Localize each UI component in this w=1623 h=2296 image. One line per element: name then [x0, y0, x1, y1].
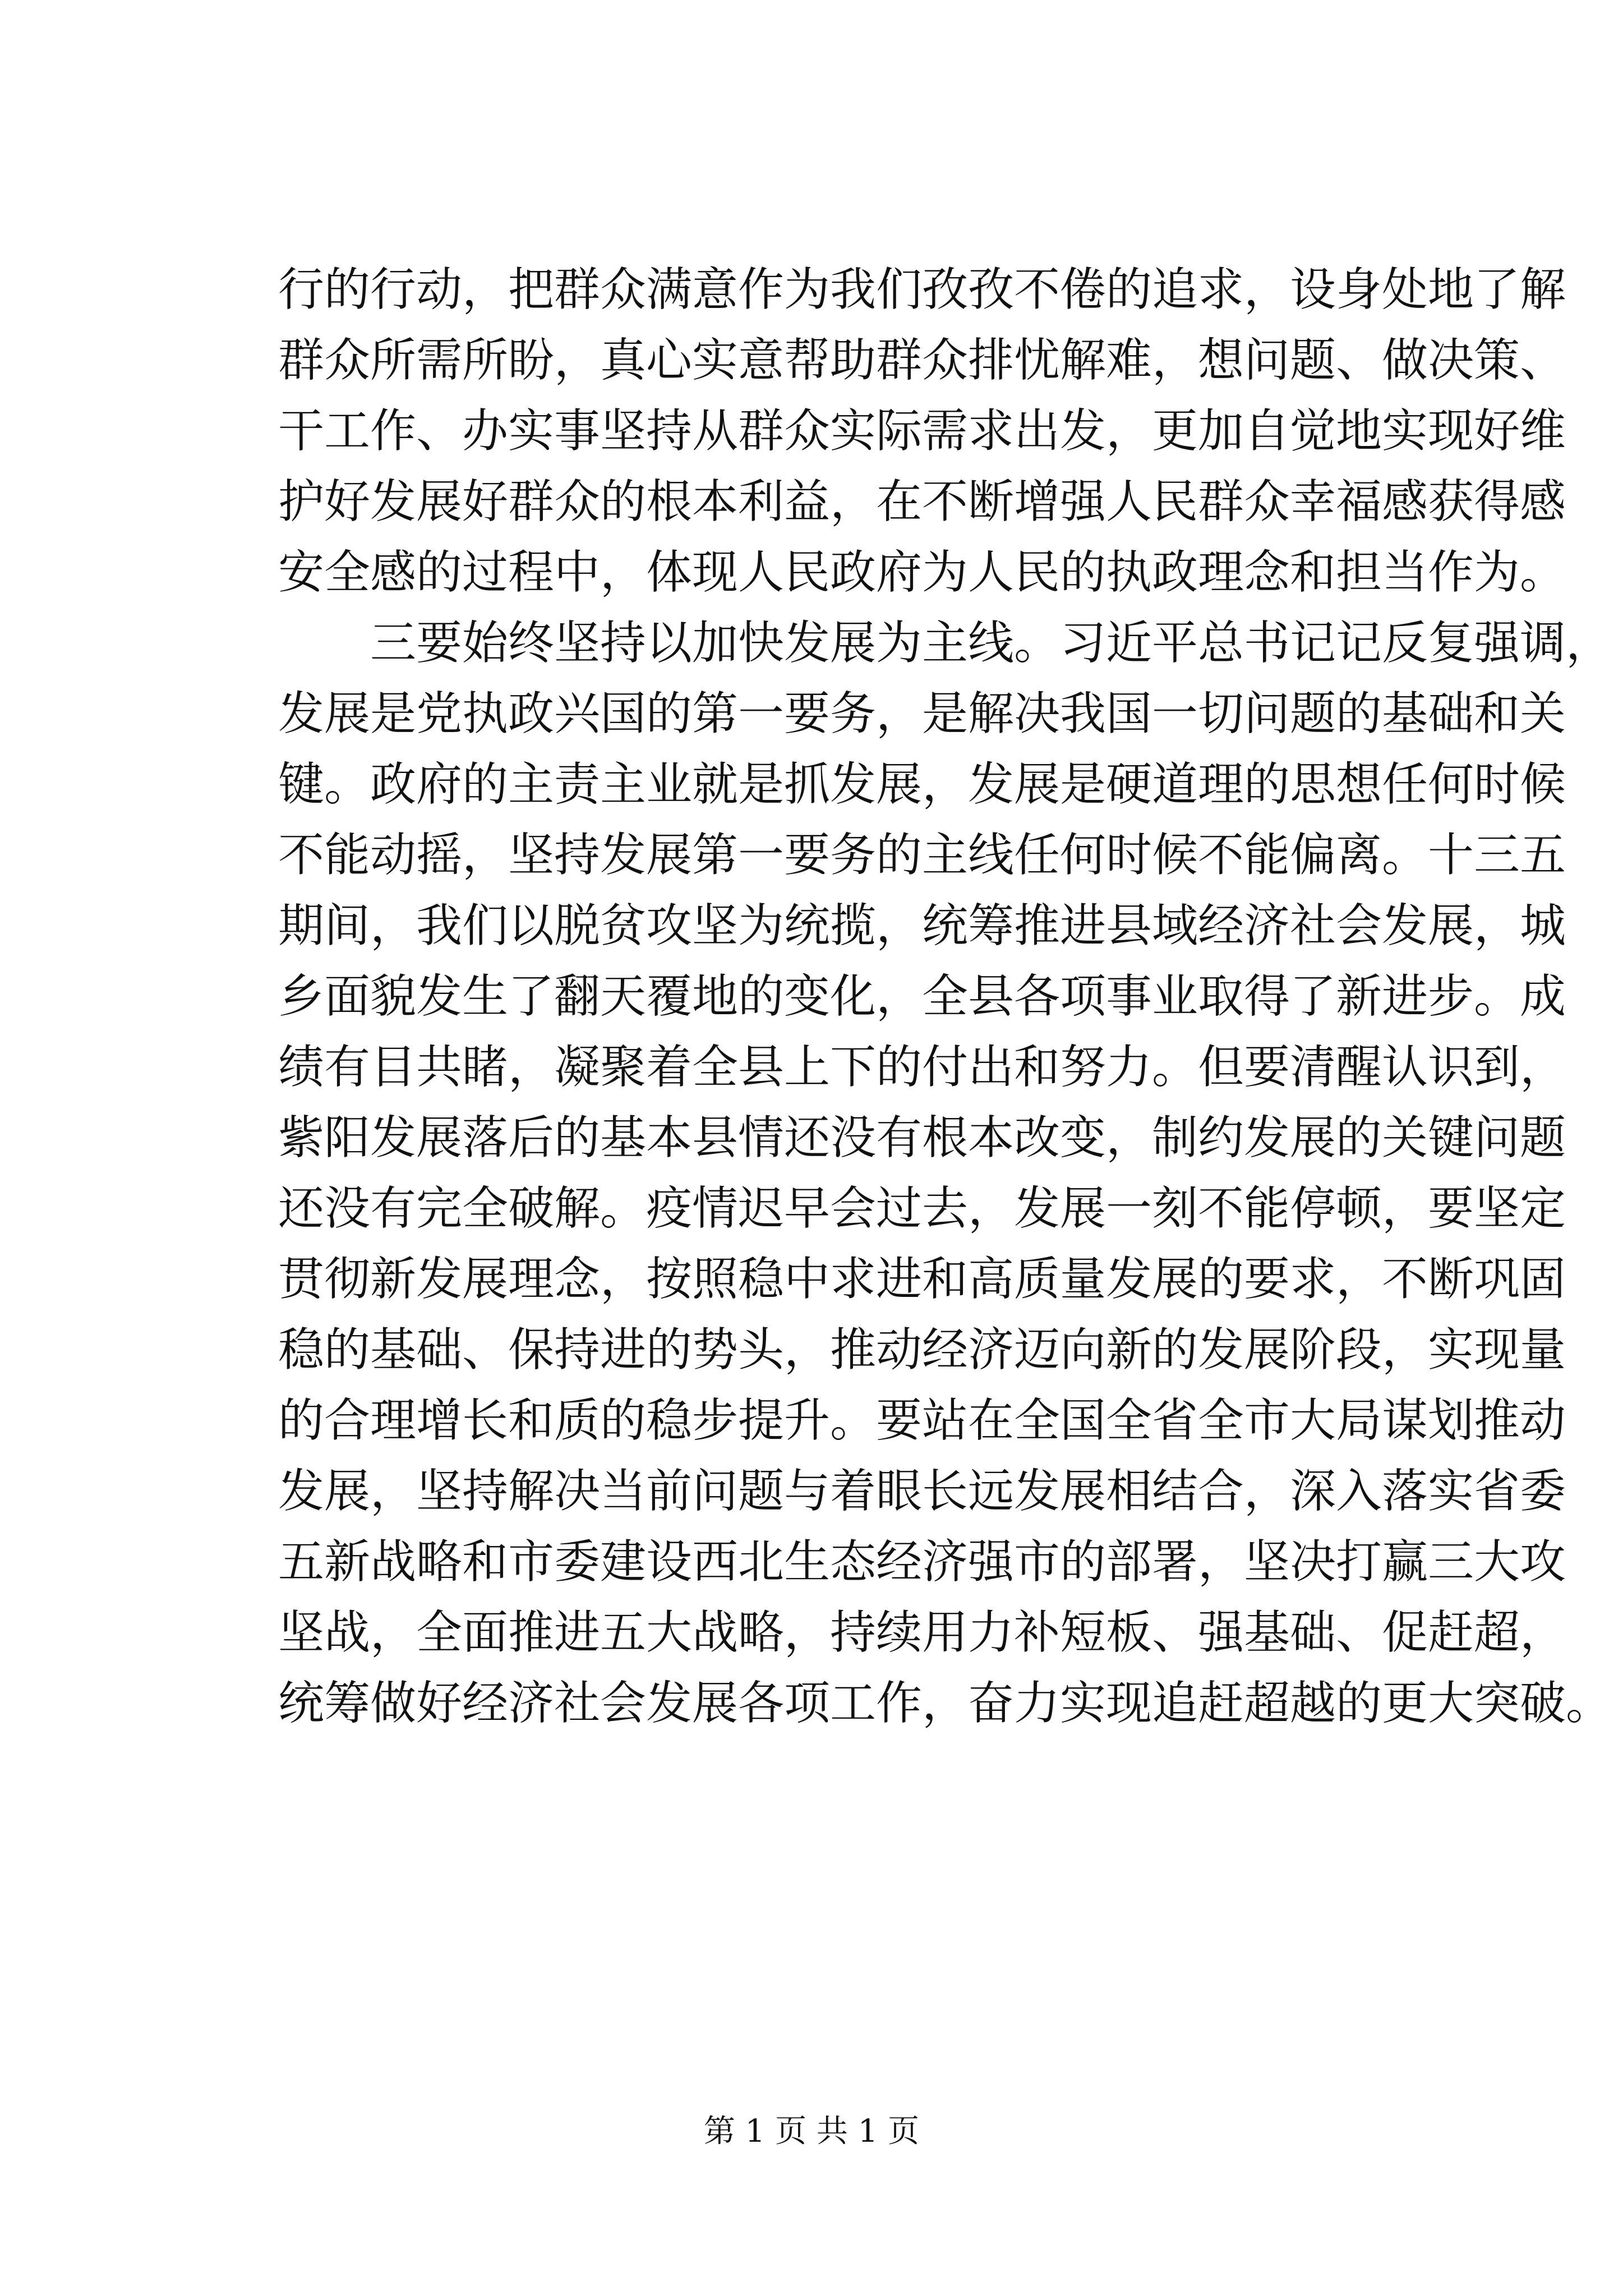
text-line: 紫阳发展落后的基本县情还没有根本改变，制约发展的关键问题	[278, 1111, 1566, 1165]
text-line: 群众所需所盼，真心实意帮助群众排忧解难，想问题、做决策、	[278, 334, 1566, 387]
text-line: 统筹做好经济社会发展各项工作，奋力实现追赶超越的更大突破。	[278, 1677, 1612, 1730]
text-line: 乡面貌发生了翻天覆地的变化，全县各项事业取得了新进步。成	[278, 970, 1566, 1023]
text-line: 键。政府的主责主业就是抓发展，发展是硬道理的思想任何时候	[278, 758, 1566, 811]
text-line: 五新战略和市委建设西北生态经济强市的部署，坚决打赢三大攻	[278, 1535, 1566, 1589]
text-line: 干工作、办实事坚持从群众实际需求出发，更加自觉地实现好维	[278, 404, 1566, 458]
page-footer	[0, 2109, 1623, 2154]
text-line: 还没有完全破解。疫情迟早会过去，发展一刻不能停顿，要坚定	[278, 1182, 1566, 1235]
text-line: 的合理增长和质的稳步提升。要站在全国全省全市大局谋划推动	[278, 1394, 1566, 1447]
text-line: 不能动摇，坚持发展第一要务的主线任何时候不能偏离。十三五	[278, 829, 1566, 882]
text-line: 发展，坚持解决当前问题与着眼长远发展相结合，深入落实省委	[278, 1465, 1566, 1518]
page-number: 第 1 页 共 1 页	[703, 2113, 920, 2150]
text-line: 期间，我们以脱贫攻坚为统揽，统筹推进县域经济社会发展，城	[278, 899, 1566, 953]
body-text	[278, 255, 1612, 1739]
text-line: 贯彻新发展理念，按照稳中求进和高质量发展的要求，不断巩固	[278, 1253, 1566, 1306]
paragraph-first-line: 三要始终坚持以加快发展为主线。习近平总书记记反复强调，	[370, 616, 1612, 670]
text-line: 安全感的过程中，体现人民政府为人民的执政理念和担当作为。	[278, 546, 1566, 599]
text-line: 坚战，全面推进五大战略，持续用力补短板、强基础、促赶超，	[278, 1606, 1566, 1659]
text-line: 行的行动，把群众满意作为我们孜孜不倦的追求，设身处地了解	[278, 263, 1566, 316]
text-line: 护好发展好群众的根本利益，在不断增强人民群众幸福感获得感	[278, 475, 1566, 528]
text-line: 发展是党执政兴国的第一要务，是解决我国一切问题的基础和关	[278, 687, 1566, 740]
text-line: 稳的基础、保持进的势头，推动经济迈向新的发展阶段，实现量	[278, 1323, 1566, 1377]
text-line: 绩有目共睹，凝聚着全县上下的付出和努力。但要清醒认识到，	[278, 1041, 1566, 1094]
